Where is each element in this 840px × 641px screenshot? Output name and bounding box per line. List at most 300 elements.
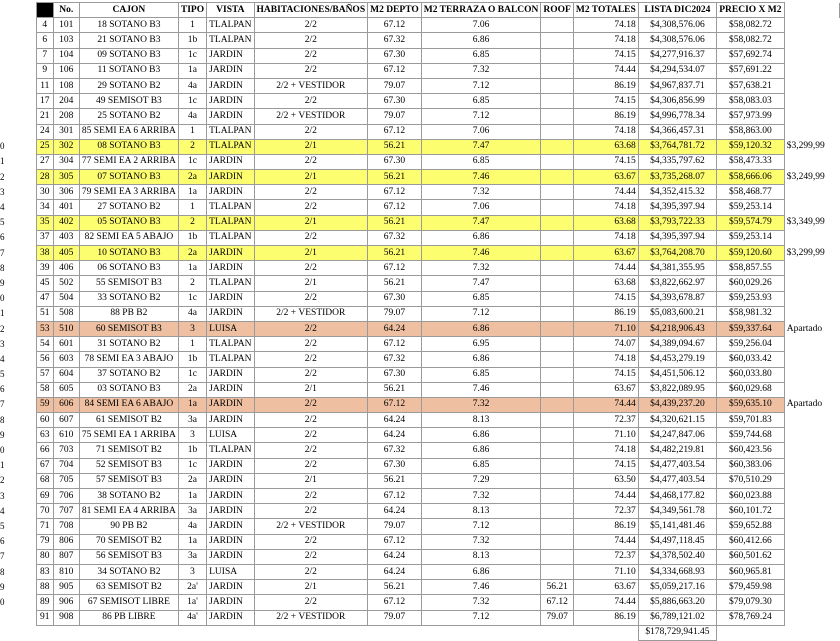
cell-cajon[interactable]: 33 SOTANO B2 <box>79 291 178 306</box>
cell-m2-terraza[interactable]: 6.85 <box>421 367 541 382</box>
cell-habitaciones[interactable]: 2/2 <box>254 261 368 276</box>
cell-note[interactable] <box>784 489 839 504</box>
cell-tipo[interactable]: 1c <box>178 291 206 306</box>
cell-habitaciones[interactable]: 2/2 <box>254 504 368 519</box>
cell-m2-terraza[interactable]: 8.13 <box>421 413 541 428</box>
cell-m2-terraza[interactable]: 8.13 <box>421 504 541 519</box>
cell-note[interactable] <box>784 473 839 488</box>
cell-note[interactable] <box>784 564 839 579</box>
cell-m2-depto[interactable]: 79.07 <box>368 109 422 124</box>
cell-cajon[interactable]: 75 SEMI EA 1 ARRIBA <box>79 428 178 443</box>
cell-m2-totales[interactable]: 86.19 <box>573 78 638 93</box>
cell-tipo[interactable]: 2 <box>178 139 206 154</box>
cell-unit-no[interactable]: 208 <box>53 109 79 124</box>
cell-index[interactable]: 58 <box>36 382 53 397</box>
cell-m2-terraza[interactable]: 6.86 <box>421 443 541 458</box>
cell-tipo[interactable]: 1c <box>178 367 206 382</box>
cell-unit-no[interactable]: 704 <box>53 458 79 473</box>
cell-index[interactable]: 35 <box>36 215 53 230</box>
cell-precio-m2[interactable]: $59,253.14 <box>717 230 785 245</box>
cell-vista[interactable]: JARDIN <box>207 489 254 504</box>
cell-index[interactable]: 89 <box>36 595 53 610</box>
cell-cajon[interactable]: 67 SEMISOT LIBRE <box>79 595 178 610</box>
cell-note[interactable] <box>784 276 839 291</box>
cell-m2-totales[interactable]: 63.67 <box>573 580 638 595</box>
cell-m2-depto[interactable]: 79.07 <box>368 78 422 93</box>
cell-habitaciones[interactable]: 2/2 <box>254 33 368 48</box>
cell-lista[interactable]: $4,335,797.62 <box>638 154 716 169</box>
cell-habitaciones[interactable]: 2/1 <box>254 246 368 261</box>
cell-note[interactable] <box>784 413 839 428</box>
cell-tipo[interactable]: 1a' <box>178 595 206 610</box>
cell-habitaciones[interactable]: 2/1 <box>254 382 368 397</box>
cell-unit-no[interactable]: 301 <box>53 124 79 139</box>
cell-m2-totales[interactable]: 74.15 <box>573 291 638 306</box>
cell-tipo[interactable]: 3 <box>178 321 206 336</box>
cell-cajon[interactable]: 27 SOTANO B2 <box>79 200 178 215</box>
cell-cajon[interactable]: 70 SEMISOT B2 <box>79 534 178 549</box>
cell-habitaciones[interactable]: 2/2 <box>254 564 368 579</box>
cell-precio-m2[interactable]: $59,701.83 <box>717 413 785 428</box>
cell-cajon[interactable]: 85 SEMI EA 6 ARRIBA <box>79 124 178 139</box>
cell-precio-m2[interactable]: $60,033.80 <box>717 367 785 382</box>
cell-note[interactable] <box>784 33 839 48</box>
cell-precio-m2[interactable]: $58,082.72 <box>717 18 785 33</box>
cell-unit-no[interactable]: 103 <box>53 33 79 48</box>
cell-m2-terraza[interactable]: 7.47 <box>421 276 541 291</box>
cell-lista[interactable]: $3,822,662.97 <box>638 276 716 291</box>
cell-index[interactable]: 80 <box>36 549 53 564</box>
cell-roof[interactable] <box>541 33 573 48</box>
cell-roof[interactable] <box>541 413 573 428</box>
cell-m2-totales[interactable]: 86.19 <box>573 519 638 534</box>
cell-m2-depto[interactable]: 67.12 <box>368 534 422 549</box>
cell-m2-totales[interactable]: 74.44 <box>573 534 638 549</box>
cell-vista[interactable]: JARDIN <box>207 382 254 397</box>
cell-index[interactable]: 27 <box>36 154 53 169</box>
cell-lista[interactable]: $4,468,177.82 <box>638 489 716 504</box>
cell-unit-no[interactable]: 703 <box>53 443 79 458</box>
cell-vista[interactable]: TLALPAN <box>207 352 254 367</box>
cell-habitaciones[interactable]: 2/2 <box>254 200 368 215</box>
cell-m2-depto[interactable]: 67.12 <box>368 261 422 276</box>
cell-roof[interactable] <box>541 63 573 78</box>
cell-note[interactable] <box>784 337 839 352</box>
cell-unit-no[interactable]: 905 <box>53 580 79 595</box>
cell-vista[interactable]: TLALPAN <box>207 18 254 33</box>
cell-tipo[interactable]: 1a <box>178 63 206 78</box>
cell-m2-depto[interactable]: 67.12 <box>368 337 422 352</box>
cell-index[interactable]: 68 <box>36 473 53 488</box>
cell-precio-m2[interactable]: $57,638.21 <box>717 78 785 93</box>
cell-m2-depto[interactable]: 56.21 <box>368 139 422 154</box>
cell-note[interactable] <box>784 18 839 33</box>
cell-lista[interactable]: $4,497,118.45 <box>638 534 716 549</box>
cell-roof[interactable] <box>541 534 573 549</box>
cell-precio-m2[interactable]: $60,033.42 <box>717 352 785 367</box>
cell-m2-depto[interactable]: 64.24 <box>368 549 422 564</box>
cell-lista[interactable]: $4,294,534.07 <box>638 63 716 78</box>
cell-lista[interactable]: $6,789,121.02 <box>638 610 716 625</box>
cell-roof[interactable] <box>541 504 573 519</box>
cell-vista[interactable]: JARDIN <box>207 185 254 200</box>
cell-lista[interactable]: $4,967,837.71 <box>638 78 716 93</box>
cell-precio-m2[interactable]: $60,423.56 <box>717 443 785 458</box>
cell-roof[interactable] <box>541 519 573 534</box>
cell-tipo[interactable]: 1a <box>178 397 206 412</box>
cell-tipo[interactable]: 3 <box>178 428 206 443</box>
cell-m2-depto[interactable]: 56.21 <box>368 246 422 261</box>
cell-habitaciones[interactable]: 2/2 <box>254 397 368 412</box>
cell-m2-totales[interactable]: 74.15 <box>573 367 638 382</box>
cell-note[interactable] <box>784 94 839 109</box>
cell-lista[interactable]: $4,482,219.81 <box>638 443 716 458</box>
cell-vista[interactable]: TLALPAN <box>207 443 254 458</box>
cell-roof[interactable] <box>541 230 573 245</box>
cell-cajon[interactable]: 57 SEMISOT B3 <box>79 473 178 488</box>
cell-vista[interactable]: TLALPAN <box>207 200 254 215</box>
cell-m2-depto[interactable]: 64.24 <box>368 428 422 443</box>
cell-cajon[interactable]: 11 SOTANO B3 <box>79 63 178 78</box>
cell-unit-no[interactable]: 304 <box>53 154 79 169</box>
cell-index[interactable]: 4 <box>36 18 53 33</box>
cell-unit-no[interactable]: 906 <box>53 595 79 610</box>
cell-roof[interactable] <box>541 48 573 63</box>
cell-note[interactable]: $3,299,99 <box>786 141 825 152</box>
cell-cajon[interactable]: 08 SOTANO B3 <box>79 139 178 154</box>
cell-lista[interactable]: $4,349,561.78 <box>638 504 716 519</box>
cell-tipo[interactable]: 1a <box>178 489 206 504</box>
cell-index[interactable]: 53 <box>36 321 53 336</box>
cell-vista[interactable]: JARDIN <box>207 63 254 78</box>
cell-index[interactable]: 51 <box>36 306 53 321</box>
cell-roof[interactable]: 79.07 <box>541 610 573 625</box>
cell-m2-terraza[interactable]: 7.06 <box>421 200 541 215</box>
cell-unit-no[interactable]: 204 <box>53 94 79 109</box>
cell-tipo[interactable]: 2a <box>178 382 206 397</box>
cell-cajon[interactable]: 10 SOTANO B3 <box>79 246 178 261</box>
cell-note[interactable] <box>784 230 839 245</box>
cell-lista[interactable]: $3,764,208.70 <box>638 246 716 261</box>
cell-index[interactable]: 66 <box>36 443 53 458</box>
cell-note[interactable]: Apartado <box>786 323 823 334</box>
cell-habitaciones[interactable]: 2/2 <box>254 94 368 109</box>
cell-precio-m2[interactable]: $70,510.29 <box>717 473 785 488</box>
cell-lista[interactable]: $4,378,502.40 <box>638 549 716 564</box>
cell-m2-terraza[interactable]: 7.12 <box>421 306 541 321</box>
cell-tipo[interactable]: 3 <box>178 564 206 579</box>
cell-habitaciones[interactable]: 2/2 <box>254 185 368 200</box>
cell-note[interactable] <box>784 610 839 625</box>
cell-habitaciones[interactable]: 2/2 + VESTIDOR <box>254 519 368 534</box>
cell-note[interactable] <box>784 78 839 93</box>
cell-unit-no[interactable]: 504 <box>53 291 79 306</box>
cell-note[interactable] <box>784 382 839 397</box>
cell-lista[interactable]: $3,793,722.33 <box>638 215 716 230</box>
cell-unit-no[interactable]: 810 <box>53 564 79 579</box>
cell-m2-totales[interactable]: 74.18 <box>573 200 638 215</box>
cell-unit-no[interactable]: 708 <box>53 519 79 534</box>
cell-m2-totales[interactable]: 74.18 <box>573 124 638 139</box>
cell-m2-depto[interactable]: 67.12 <box>368 18 422 33</box>
cell-m2-depto[interactable]: 64.24 <box>368 504 422 519</box>
cell-vista[interactable]: JARDIN <box>207 78 254 93</box>
cell-index[interactable]: 69 <box>36 489 53 504</box>
cell-m2-totales[interactable]: 74.15 <box>573 94 638 109</box>
cell-vista[interactable]: JARDIN <box>207 154 254 169</box>
col-header-cajon[interactable]: CAJON <box>79 3 178 18</box>
cell-habitaciones[interactable]: 2/2 <box>254 595 368 610</box>
cell-m2-totales[interactable]: 86.19 <box>573 306 638 321</box>
cell-lista[interactable]: $4,451,506.12 <box>638 367 716 382</box>
cell-vista[interactable]: TLALPAN <box>207 230 254 245</box>
cell-habitaciones[interactable]: 2/2 <box>254 413 368 428</box>
cell-cajon[interactable]: 82 SEMI EA 5 ABAJO <box>79 230 178 245</box>
cell-unit-no[interactable]: 108 <box>53 78 79 93</box>
cell-habitaciones[interactable]: 2/1 <box>254 215 368 230</box>
cell-unit-no[interactable]: 306 <box>53 185 79 200</box>
cell-cajon[interactable]: 61 SEMISOT B2 <box>79 413 178 428</box>
cell-lista[interactable]: $5,059,217.16 <box>638 580 716 595</box>
cell-roof[interactable] <box>541 337 573 352</box>
cell-m2-depto[interactable]: 56.21 <box>368 382 422 397</box>
cell-unit-no[interactable]: 302 <box>53 139 79 154</box>
cell-lista[interactable]: $5,886,663.20 <box>638 595 716 610</box>
cell-habitaciones[interactable]: 2/1 <box>254 139 368 154</box>
cell-note[interactable] <box>784 519 839 534</box>
cell-roof[interactable] <box>541 185 573 200</box>
cell-cajon[interactable]: 29 SOTANO B2 <box>79 78 178 93</box>
cell-cajon[interactable]: 71 SEMISOT B2 <box>79 443 178 458</box>
cell-lista[interactable]: $4,477,403.54 <box>638 458 716 473</box>
cell-m2-depto[interactable]: 67.12 <box>368 185 422 200</box>
cell-m2-terraza[interactable]: 7.32 <box>421 489 541 504</box>
cell-habitaciones[interactable]: 2/2 <box>254 321 368 336</box>
cell-m2-terraza[interactable]: 6.85 <box>421 154 541 169</box>
col-header-m2-depto[interactable]: M2 DEPTO <box>368 3 422 18</box>
cell-cajon[interactable]: 55 SEMISOT B3 <box>79 276 178 291</box>
cell-habitaciones[interactable]: 2/2 <box>254 154 368 169</box>
cell-precio-m2[interactable]: $60,383.06 <box>717 458 785 473</box>
cell-cajon[interactable]: 38 SOTANO B2 <box>79 489 178 504</box>
cell-index[interactable]: 79 <box>36 534 53 549</box>
cell-unit-no[interactable]: 605 <box>53 382 79 397</box>
cell-unit-no[interactable]: 402 <box>53 215 79 230</box>
cell-habitaciones[interactable]: 2/2 <box>254 352 368 367</box>
cell-roof[interactable] <box>541 170 573 185</box>
cell-m2-totales[interactable]: 74.44 <box>573 595 638 610</box>
cell-m2-depto[interactable]: 64.24 <box>368 321 422 336</box>
cell-vista[interactable]: JARDIN <box>207 170 254 185</box>
cell-unit-no[interactable]: 603 <box>53 352 79 367</box>
cell-unit-no[interactable]: 606 <box>53 397 79 412</box>
cell-tipo[interactable]: 3a <box>178 504 206 519</box>
cell-m2-terraza[interactable]: 7.46 <box>421 580 541 595</box>
cell-roof[interactable] <box>541 473 573 488</box>
cell-index[interactable]: 39 <box>36 261 53 276</box>
cell-m2-terraza[interactable]: 7.46 <box>421 170 541 185</box>
cell-vista[interactable]: JARDIN <box>207 473 254 488</box>
cell-tipo[interactable]: 3a <box>178 549 206 564</box>
cell-lista[interactable]: $4,381,355.95 <box>638 261 716 276</box>
cell-m2-depto[interactable]: 56.21 <box>368 276 422 291</box>
cell-m2-depto[interactable]: 67.32 <box>368 443 422 458</box>
cell-m2-depto[interactable]: 67.30 <box>368 94 422 109</box>
cell-lista[interactable]: $4,366,457.31 <box>638 124 716 139</box>
cell-m2-depto[interactable]: 56.21 <box>368 473 422 488</box>
cell-tipo[interactable]: 4a <box>178 519 206 534</box>
cell-unit-no[interactable]: 604 <box>53 367 79 382</box>
cell-vista[interactable]: JARDIN <box>207 261 254 276</box>
cell-index[interactable]: 28 <box>36 170 53 185</box>
cell-lista[interactable]: $3,822,089.95 <box>638 382 716 397</box>
cell-unit-no[interactable]: 401 <box>53 200 79 215</box>
cell-lista[interactable]: $4,395,397.94 <box>638 200 716 215</box>
cell-roof[interactable] <box>541 200 573 215</box>
cell-tipo[interactable]: 4a <box>178 109 206 124</box>
cell-index[interactable]: 34 <box>36 200 53 215</box>
cell-unit-no[interactable]: 106 <box>53 63 79 78</box>
cell-roof[interactable] <box>541 261 573 276</box>
cell-m2-totales[interactable]: 74.44 <box>573 261 638 276</box>
cell-tipo[interactable]: 1b <box>178 352 206 367</box>
cell-note[interactable] <box>784 200 839 215</box>
cell-note[interactable] <box>784 352 839 367</box>
cell-m2-totales[interactable]: 74.18 <box>573 33 638 48</box>
cell-tipo[interactable]: 2a <box>178 170 206 185</box>
cell-m2-terraza[interactable]: 7.29 <box>421 473 541 488</box>
cell-unit-no[interactable]: 806 <box>53 534 79 549</box>
col-header-habitaciones[interactable]: HABITACIONES/BAÑOS <box>254 3 368 18</box>
cell-note[interactable]: $3,249,99 <box>786 171 825 182</box>
cell-vista[interactable]: TLALPAN <box>207 337 254 352</box>
cell-tipo[interactable]: 1b <box>178 230 206 245</box>
cell-m2-terraza[interactable]: 7.12 <box>421 610 541 625</box>
cell-index[interactable]: 30 <box>36 185 53 200</box>
col-header-m2-terraza[interactable]: M2 TERRAZA O BALCON <box>421 3 541 18</box>
cell-cajon[interactable]: 63 SEMISOT B2 <box>79 580 178 595</box>
cell-m2-terraza[interactable]: 6.86 <box>421 564 541 579</box>
cell-unit-no[interactable]: 101 <box>53 18 79 33</box>
cell-habitaciones[interactable]: 2/2 <box>254 124 368 139</box>
cell-m2-totales[interactable]: 74.44 <box>573 185 638 200</box>
cell-cajon[interactable]: 07 SOTANO B3 <box>79 170 178 185</box>
cell-lista[interactable]: $4,247,847.06 <box>638 428 716 443</box>
cell-index[interactable]: 17 <box>36 94 53 109</box>
cell-m2-totales[interactable]: 74.18 <box>573 352 638 367</box>
cell-lista[interactable]: $4,996,778.34 <box>638 109 716 124</box>
cell-precio-m2[interactable]: $57,973.99 <box>717 109 785 124</box>
cell-unit-no[interactable]: 502 <box>53 276 79 291</box>
corner-cell[interactable] <box>36 3 53 18</box>
cell-m2-totales[interactable]: 74.18 <box>573 443 638 458</box>
cell-precio-m2[interactable]: $79,079.30 <box>717 595 785 610</box>
cell-roof[interactable]: 56.21 <box>541 580 573 595</box>
cell-lista[interactable]: $4,277,916.37 <box>638 48 716 63</box>
cell-cajon[interactable]: 03 SOTANO B3 <box>79 382 178 397</box>
cell-roof[interactable] <box>541 458 573 473</box>
cell-tipo[interactable]: 1b <box>178 33 206 48</box>
cell-roof[interactable] <box>541 276 573 291</box>
cell-precio-m2[interactable]: $60,029.26 <box>717 276 785 291</box>
cell-cajon[interactable]: 25 SOTANO B2 <box>79 109 178 124</box>
cell-vista[interactable]: LUISA <box>207 321 254 336</box>
cell-note[interactable] <box>784 185 839 200</box>
cell-m2-terraza[interactable]: 7.32 <box>421 397 541 412</box>
cell-roof[interactable] <box>541 139 573 154</box>
cell-cajon[interactable]: 78 SEMI EA 3 ABAJO <box>79 352 178 367</box>
cell-m2-terraza[interactable]: 6.85 <box>421 48 541 63</box>
cell-tipo[interactable]: 4a' <box>178 610 206 625</box>
cell-precio-m2[interactable]: $59,652.88 <box>717 519 785 534</box>
cell-lista[interactable]: $4,320,621.15 <box>638 413 716 428</box>
cell-unit-no[interactable]: 705 <box>53 473 79 488</box>
cell-tipo[interactable]: 1a <box>178 534 206 549</box>
cell-tipo[interactable]: 1 <box>178 337 206 352</box>
cell-habitaciones[interactable]: 2/2 <box>254 291 368 306</box>
cell-precio-m2[interactable]: $58,857.55 <box>717 261 785 276</box>
cell-note[interactable] <box>784 306 839 321</box>
cell-lista[interactable]: $4,218,906.43 <box>638 321 716 336</box>
cell-m2-terraza[interactable]: 7.47 <box>421 139 541 154</box>
cell-cajon[interactable]: 09 SOTANO B3 <box>79 48 178 63</box>
cell-roof[interactable] <box>541 154 573 169</box>
cell-index[interactable]: 83 <box>36 564 53 579</box>
cell-m2-depto[interactable]: 79.07 <box>368 519 422 534</box>
cell-roof[interactable] <box>541 94 573 109</box>
cell-roof[interactable] <box>541 397 573 412</box>
cell-cajon[interactable]: 84 SEMI EA 6 ABAJO <box>79 397 178 412</box>
cell-lista[interactable]: $4,308,576.06 <box>638 33 716 48</box>
cell-lista[interactable]: $4,334,668.93 <box>638 564 716 579</box>
cell-index[interactable]: 21 <box>36 109 53 124</box>
cell-note[interactable]: Apartado <box>786 399 823 410</box>
col-header-roof[interactable]: ROOF <box>541 3 573 18</box>
cell-vista[interactable]: JARDIN <box>207 94 254 109</box>
cell-m2-totales[interactable]: 72.37 <box>573 549 638 564</box>
cell-vista[interactable]: JARDIN <box>207 504 254 519</box>
cell-unit-no[interactable]: 405 <box>53 246 79 261</box>
cell-index[interactable]: 45 <box>36 276 53 291</box>
cell-m2-depto[interactable]: 67.32 <box>368 33 422 48</box>
cell-habitaciones[interactable]: 2/2 + VESTIDOR <box>254 610 368 625</box>
cell-m2-depto[interactable]: 67.12 <box>368 595 422 610</box>
cell-m2-terraza[interactable]: 7.32 <box>421 63 541 78</box>
cell-roof[interactable] <box>541 78 573 93</box>
cell-lista[interactable]: $4,393,678.87 <box>638 291 716 306</box>
cell-m2-depto[interactable]: 67.12 <box>368 489 422 504</box>
cell-habitaciones[interactable]: 2/2 <box>254 534 368 549</box>
cell-vista[interactable]: JARDIN <box>207 306 254 321</box>
cell-m2-terraza[interactable]: 6.95 <box>421 337 541 352</box>
cell-m2-totales[interactable]: 86.19 <box>573 109 638 124</box>
cell-lista[interactable]: $4,389,094.67 <box>638 337 716 352</box>
cell-vista[interactable]: JARDIN <box>207 291 254 306</box>
cell-note[interactable] <box>784 504 839 519</box>
cell-cajon[interactable]: 86 PB LIBRE <box>79 610 178 625</box>
cell-m2-totales[interactable]: 74.15 <box>573 48 638 63</box>
cell-m2-totales[interactable]: 71.10 <box>573 428 638 443</box>
cell-m2-terraza[interactable]: 6.85 <box>421 458 541 473</box>
cell-vista[interactable]: JARDIN <box>207 246 254 261</box>
cell-precio-m2[interactable]: $60,501.62 <box>717 549 785 564</box>
cell-lista[interactable]: $4,306,856.99 <box>638 94 716 109</box>
cell-note[interactable]: $3,349,99 <box>786 217 825 228</box>
cell-m2-totales[interactable]: 63.68 <box>573 276 638 291</box>
cell-precio-m2[interactable]: $58,863.00 <box>717 124 785 139</box>
cell-precio-m2[interactable]: $79,459.98 <box>717 580 785 595</box>
cell-index[interactable]: 91 <box>36 610 53 625</box>
